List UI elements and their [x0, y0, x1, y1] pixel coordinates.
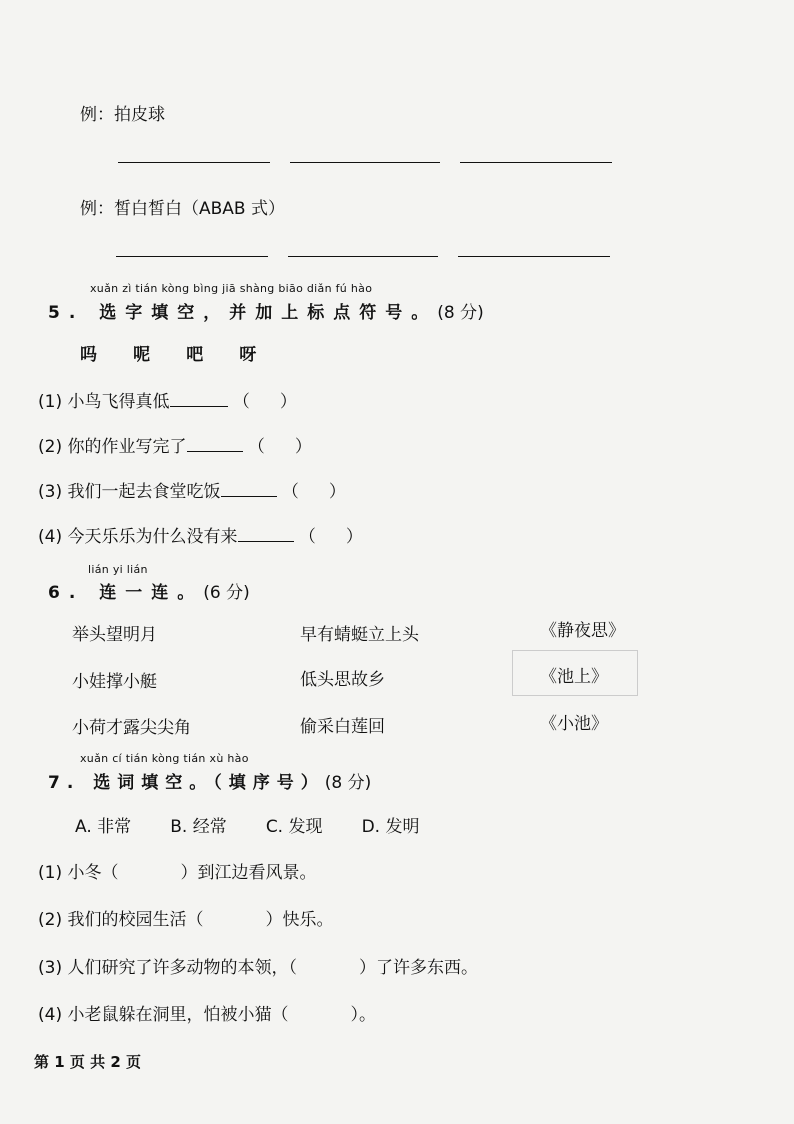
- answer-blank[interactable]: [170, 405, 228, 407]
- match-poem-2[interactable]: 《池上》: [540, 667, 608, 687]
- match-poem-3[interactable]: 《小池》: [540, 714, 608, 734]
- q5-item-4: [38, 522, 363, 547]
- paren-open: （: [281, 482, 299, 502]
- item-text-after: ）。: [350, 1005, 376, 1025]
- match-poem-1[interactable]: 《静夜思》: [540, 621, 625, 641]
- q7-item-4: [38, 1000, 376, 1025]
- match-middle-3[interactable]: 偷采白莲回: [300, 717, 385, 737]
- q5-pinyin: xuǎn zì tián kòng bìng jiā shàng biāo diǎn fú hào: [90, 282, 373, 295]
- q6-score: (6 分): [203, 583, 250, 603]
- q5-number: 5.: [48, 303, 85, 323]
- item-label: (2): [38, 437, 63, 457]
- match-left-2[interactable]: 小娃撑小艇: [72, 672, 157, 692]
- word-option: 呢: [133, 345, 151, 365]
- q7-title: 选词填空。（填序号）: [93, 773, 325, 793]
- q7-pinyin: xuǎn cí tián kòng tián xù hào: [80, 752, 249, 765]
- example-2: 例：皙白皙白（ABAB 式）: [80, 199, 285, 219]
- item-label: (3): [38, 958, 63, 978]
- item-text-before: 小冬（: [67, 863, 119, 883]
- q5-score: (8 分): [437, 303, 484, 323]
- option-d: D. 发明: [361, 817, 420, 837]
- paren-close: ）: [279, 392, 297, 412]
- answer-line[interactable]: [290, 162, 440, 163]
- q5-item-3: [38, 477, 346, 502]
- answer-line[interactable]: [118, 162, 270, 163]
- q6-pinyin: lián yi lián: [88, 563, 148, 576]
- option-b: B. 经常: [170, 817, 227, 837]
- paren-close: ）: [345, 527, 363, 547]
- q5-item-1: [38, 387, 297, 412]
- match-left-1[interactable]: 举头望明月: [72, 625, 157, 645]
- item-text: 你的作业写完了: [67, 437, 187, 457]
- match-middle-1[interactable]: 早有蜻蜓立上头: [300, 625, 419, 645]
- word-option: 呀: [239, 345, 257, 365]
- answer-line[interactable]: [116, 256, 268, 257]
- paren-open: （: [247, 437, 265, 457]
- item-label: (3): [38, 482, 63, 502]
- item-label: (2): [38, 910, 63, 930]
- answer-line[interactable]: [460, 162, 612, 163]
- item-text: 我们一起去食堂吃饭: [67, 482, 221, 502]
- q6-title: 连一连。: [99, 583, 204, 603]
- page-footer: 第 1 页 共 2 页: [34, 1053, 141, 1071]
- q6-heading: [48, 578, 250, 603]
- q5-item-2: [38, 432, 312, 457]
- word-option: 吗: [80, 345, 97, 365]
- q7-item-1: [38, 858, 317, 883]
- paren-open: （: [298, 527, 316, 547]
- item-text-after: ）到江边看风景。: [180, 863, 317, 883]
- item-label: (4): [38, 1005, 63, 1025]
- q5-title: 选字填空，并加上标点符号。: [99, 303, 438, 323]
- paren-open: （: [232, 392, 250, 412]
- item-text: 小鸟飞得真低: [67, 392, 170, 412]
- q7-number: 7.: [48, 773, 81, 793]
- item-text-before: 我们的校园生活（: [67, 910, 204, 930]
- option-c: C. 发现: [265, 817, 323, 837]
- item-label: (1): [38, 863, 63, 883]
- item-text-before: 小老鼠躲在洞里，怕被小猫（: [67, 1005, 289, 1025]
- q7-options: [75, 812, 454, 837]
- paren-close: ）: [328, 482, 346, 502]
- answer-blank[interactable]: [221, 495, 277, 497]
- answer-blank[interactable]: [187, 450, 243, 452]
- match-middle-2[interactable]: 低头思故乡: [300, 670, 385, 690]
- option-a: A. 非常: [75, 817, 132, 837]
- item-text-before: 人们研究了许多动物的本领，（: [67, 958, 297, 978]
- q7-item-2: [38, 905, 334, 930]
- item-text: 今天乐乐为什么没有来: [67, 527, 238, 547]
- q6-number: 6.: [48, 583, 85, 603]
- word-option: 吧: [186, 345, 204, 365]
- paren-close: ）: [294, 437, 312, 457]
- item-text-after: ）快乐。: [265, 910, 334, 930]
- item-label: (4): [38, 527, 63, 547]
- item-label: (1): [38, 392, 63, 412]
- q7-item-3: [38, 953, 478, 978]
- match-left-3[interactable]: 小荷才露尖尖角: [72, 718, 191, 738]
- q5-word-bank: [80, 340, 287, 365]
- q5-heading: [48, 298, 484, 323]
- example-1: 例：拍皮球: [80, 105, 165, 125]
- answer-line[interactable]: [288, 256, 438, 257]
- q7-heading: [48, 768, 371, 793]
- answer-blank[interactable]: [238, 540, 294, 542]
- q7-score: (8 分): [324, 773, 372, 793]
- answer-line[interactable]: [458, 256, 610, 257]
- item-text-after: ）了许多东西。: [359, 958, 478, 978]
